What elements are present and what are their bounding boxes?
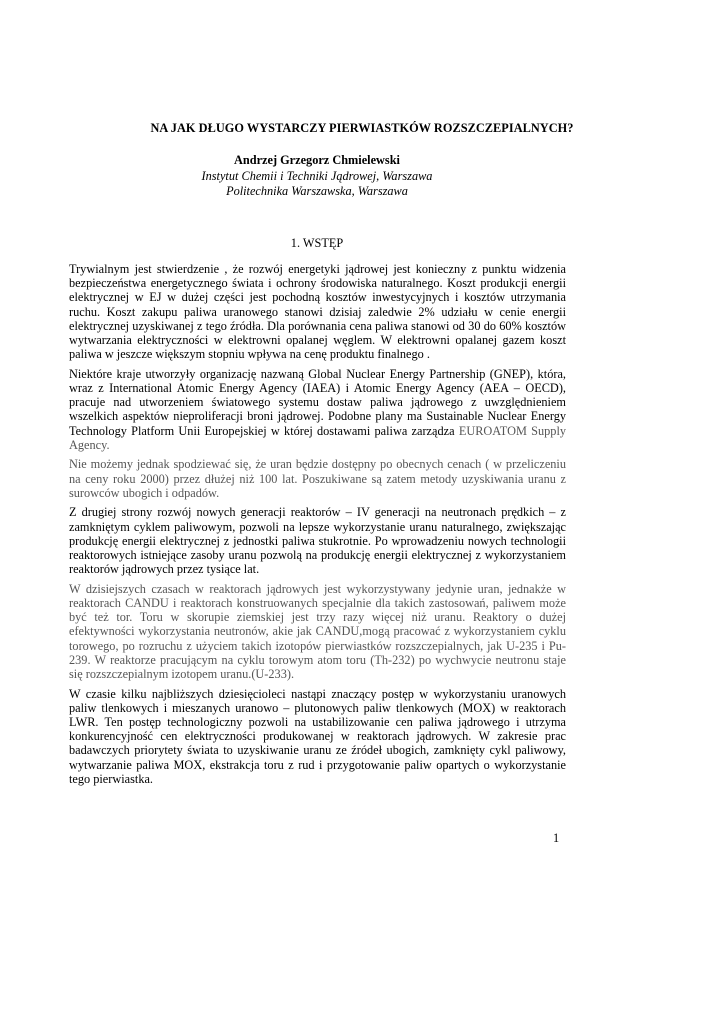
paragraph: W dzisiejszych czasach w reaktorach jądrowych jest wykorzystywany jedynie uran, jednakże w reaktorach CANDU i reaktorach konstruowanych specjalnie dla takich zastosowań, paliwem może być też tor. Toru w skorupie ziemskiej jest trzy razy więcej niż uranu. Reaktory o dużej efektywności wykorzystania neutronów, akie jak CANDU,mogą pracować z wykorzystaniem cyklu torowego, po rozruchu z użyciem takich izotopów pierwiastków rozszczepialnych, jak U-235 i Pu-239. W reaktorze pracującym na cyklu torowym atom toru (Th-232) po wychwycie neutronu staje się rozszczepialnym izotopem uranu.(U-233). xyxy=(69,581,566,682)
paragraph: Trywialnym jest stwierdzenie , że rozwój energetyki jądrowej jest konieczny z punktu widzenia bezpieczeństwa energetycznego świata i ochrony środowiska naturalnego. Koszt produkcji energii elektrycznej w EJ w dużej części jest pochodną kosztów inwestycyjnych i kosztów utrzymania ruchu. Koszt zakupu paliwa uranowego stanowi dzisiaj zaledwie 2% udziału w cenie energii elektrycznej uzyskiwanej z tego źródła. Dla porównania cena paliwa stanowi od 30 do 60% kosztów wytwarzania elektryczności w elektrowni opalanej węglem. W elektrowni opalanej gazem koszt paliwa w jeszcze większym stopniu wpływa na cenę produktu finalnego . xyxy=(69,262,566,362)
section-heading: 1. WSTĘP xyxy=(290,236,344,250)
paragraph: Z drugiej strony rozwój nowych generacji reaktorów – IV generacji na neutronach prędkich – z zamkniętym cyklem paliwowym, pozwoli na lepsze wykorzystanie uranu naturalnego, zwiększając produkcję energii elektrycznej z jednostki paliwa stukrotnie. Po wprowadzeniu nowych technologii reaktorowych istniejące zasoby uranu pozwolą na produkcję energii elektrycznej z wykorzystaniem reaktorów jądrowych przez tysiące lat. xyxy=(69,505,566,577)
paragraph: W czasie kilku najbliższych dziesięcioleci nastąpi znaczący postęp w wykorzystaniu uranowych paliw tlenkowych i mieszanych uranowo – plutonowych paliw tlenkowych (MOX) w reaktorach LWR. Ten postęp technologiczny pozwoli na ustabilizowanie cen paliwa jądrowego i utrzyma konkurencyjność cen elektryczności produkowanej w reaktorach jądrowych. W zakresie prac badawczych priorytety świata to uzyskiwanie uranu ze źródeł ubogich, zamknięty cykl paliwowy, wytwarzanie paliwa MOX, ekstrakcja toru z rud i przygotowanie paliw opartych o wykorzystanie tego pierwiastka. xyxy=(69,686,566,786)
body-text xyxy=(69,262,566,791)
paragraph xyxy=(69,367,566,452)
author-block xyxy=(0,153,634,199)
document-title: NA JAK DŁUGO WYSTARCZY PIERWIASTKÓW ROZSZCZEPIALNYCH? xyxy=(150,121,574,135)
affiliation-institute: Instytut Chemii i Techniki Jądrowej, Warszawa xyxy=(201,168,433,183)
paragraph-text-gray: EUROATOM Supply Agency. xyxy=(69,423,567,452)
paragraph-text: Niektóre kraje utworzyły organizację nazwaną Global Nuclear Energy Partnership (GNEP), która, wraz z International Atomic Energy Agency (IAEA) i Atomic Energy Agency (AEA – OECD), pracuje nad utworzeniem światowego systemu dostaw paliwa jądrowego z uwzględnieniem wszelkich aspektów nieproliferacji broni jądrowej. Podobne plany ma Sustainable Nuclear Energy Technology Platform Unii Europejskiej w której dostawami paliwa zarządza xyxy=(69,366,566,438)
page-number: 1 xyxy=(553,831,560,845)
author-name: Andrzej Grzegorz Chmielewski xyxy=(234,153,400,167)
affiliation-university: Politechnika Warszawska, Warszawa xyxy=(226,183,408,198)
paragraph: Nie możemy jednak spodziewać się, że uran będzie dostępny po obecnych cenach ( w przeliczeniu na ceny roku 2000) przez dłużej niż 100 lat. Poszukiwane są zatem metody uzyskiwania uranu z surowców ubogich i odpadów. xyxy=(69,457,566,500)
